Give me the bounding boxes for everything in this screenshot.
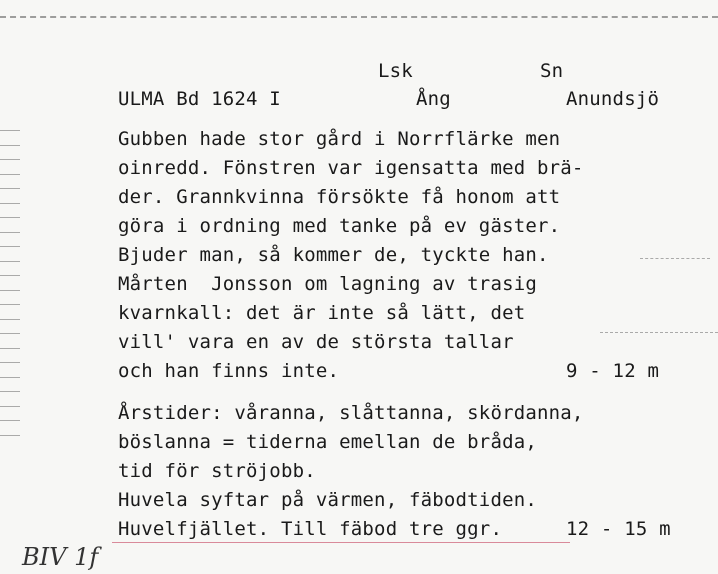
body-line: Huvelfjället. Till fäbod tre ggr. (118, 518, 503, 540)
sn-value: Anundsjö (566, 88, 660, 110)
handwritten-signature: BIV 1f (22, 543, 99, 571)
date-range: 9 - 12 m (566, 360, 660, 382)
archive-reference: ULMA Bd 1624 I (118, 88, 281, 110)
right-dash-line (600, 332, 718, 333)
body-line: Mårten Jonsson om lagning av trasig (118, 273, 538, 295)
date-range: 12 - 15 m (566, 518, 671, 540)
body-line: kvarnkall: det är inte så lätt, det (118, 302, 526, 324)
lsk-value: Ång (416, 88, 451, 110)
body-line: och han finns inte. (118, 360, 340, 382)
body-line: böslanna = tiderna emellan de bråda, (118, 431, 538, 453)
body-line: oinredd. Fönstren var igensatta med brä- (118, 157, 584, 179)
body-line: vill' vara en av de största tallar (118, 331, 514, 353)
body-line: Bjuder man, så kommer de, tyckte han. (118, 244, 549, 266)
top-dashed-rule (0, 16, 718, 18)
red-underline (112, 542, 570, 543)
left-margin-ticks (0, 130, 22, 460)
body-line: Huvela syftar på värmen, fäbodtiden. (118, 489, 538, 511)
body-line: der. Grannkvinna försökte få honom att (118, 186, 561, 208)
right-dash-line (640, 258, 710, 259)
sn-label: Sn (540, 60, 564, 82)
lsk-label: Lsk (378, 60, 413, 82)
body-line: göra i ordning med tanke på ev gäster. (118, 215, 561, 237)
body-line: tid för ströjobb. (118, 460, 316, 482)
body-line: Gubben hade stor gård i Norrflärke men (118, 128, 561, 150)
body-line: Årstider: våranna, slåttanna, skördanna, (118, 402, 584, 424)
